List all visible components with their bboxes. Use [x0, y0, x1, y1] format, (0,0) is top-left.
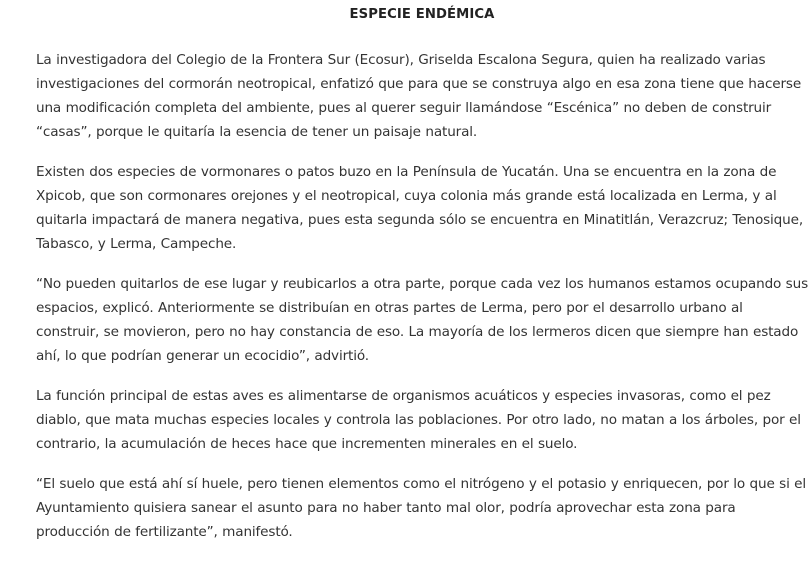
paragraph-2: Existen dos especies de vormonares o patos buzo en la Península de Yucatán. Una se encuentra en la zona de Xpicob, que son cormonares orejones y el neotropical, cuya colonia más grande está localizada en Lerma, y al quitarla impactará de manera negativa, pues esta segunda sólo se encuentra en Minatitlán, Verazcruz; Tenosique, Tabasco, y Lerma, Campeche.	[36, 164, 803, 252]
paragraph-4: La función principal de estas aves es alimentarse de organismos acuáticos y especies invasoras, como el pez diablo, que mata muchas especies locales y controla las poblaciones. Por otro lado, no matan a los árboles, por el contrario, la acumulación de heces hace que incrementen minerales en el suelo.	[36, 388, 801, 452]
paragraph-3: “No pueden quitarlos de ese lugar y reubicarlos a otra parte, porque cada vez los humanos estamos ocupando sus espacios, explicó. Anteriormente se distribuían en otras partes de Lerma, pero por el desarrollo urbano al construir, se movieron, pero no hay constancia de eso. La mayoría de los lermeros dicen que siempre han estado ahí, lo que podrían generar un ecocidio”, advirtió.	[36, 276, 809, 364]
paragraph-1: La investigadora del Colegio de la Frontera Sur (Ecosur), Griselda Escalona Segura, quien ha realizado varias investigaciones del cormorán neotropical, enfatizó que para que se construya algo en esa zona tiene que hacerse una modificación completa del ambiente, pues al querer seguir llamándose “Escénica” no deben de construir “casas”, porque le quitaría la esencia de tener un paisaje natural.	[36, 52, 802, 140]
section-heading: ESPECIE ENDÉMICA	[349, 7, 495, 22]
paragraph-5: “El suelo que está ahí sí huele, pero tienen elementos como el nitrógeno y el potasio y enriquecen, por lo que si el Ayuntamiento quisiera sanear el asunto para no haber tanto mal olor, podría aprovechar esta zona para producción de fertilizante”, manifestó.	[36, 476, 807, 540]
article-body	[36, 0, 808, 544]
